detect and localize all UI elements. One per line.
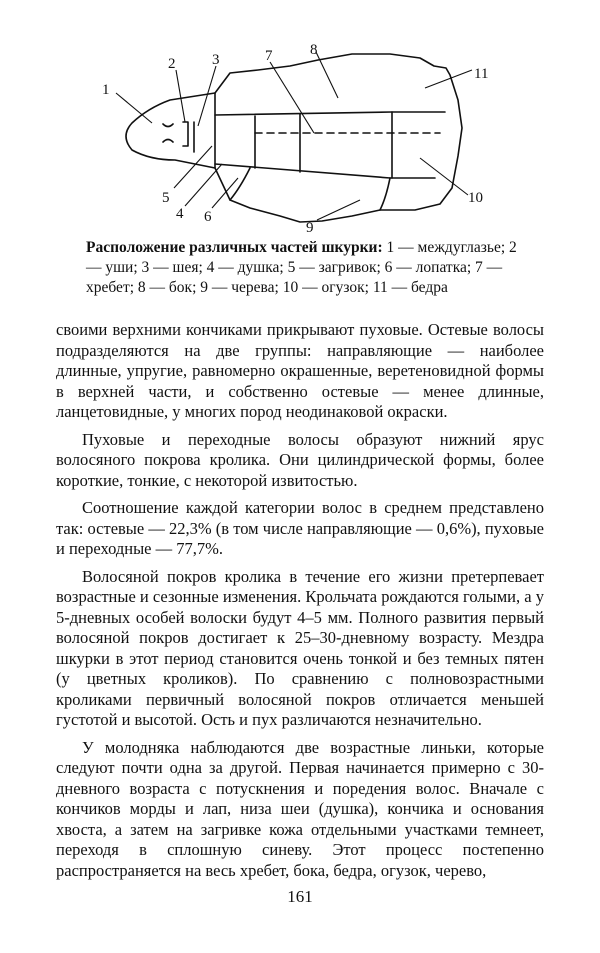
paragraph-5: У молодняка наблюдаются две возрастные линьки, которые следуют почти одна за другой. Первая начинается примерно с 30-дневного возраста с потускнения и поредения волос. Вначале с кончиков морды и лап, низа шеи (душка), кончика и основания хвоста, а затем на загривке кожа отдельными участками темнеет, переходя в сплошную синеву. Этот процесс постепенно распространяется на весь хребет, бока, бедра, огузок, черево, [56, 737, 544, 880]
figure-label-8: 8 [310, 42, 318, 58]
figure-label-7: 7 [265, 48, 273, 64]
figure-label-11: 11 [474, 66, 489, 82]
paragraph-3: Соотношение каждой категории волос в среднем представлено так: остевые — 22,3% (в том числе направляющие — 0,6%), пуховые и переходные — 77,7%. [56, 498, 544, 558]
leader-line-10 [420, 158, 468, 195]
eye-mark-upper [163, 124, 173, 127]
figure-label-2: 2 [168, 56, 176, 72]
ear-bracket [183, 122, 188, 146]
figure-label-6: 6 [204, 209, 212, 225]
leader-line-9 [317, 200, 360, 220]
figure-caption [86, 238, 536, 298]
figure-label-3: 3 [212, 52, 220, 68]
inner-line-upper [215, 112, 392, 115]
leader-line-7 [270, 62, 314, 133]
leader-line-6 [212, 178, 238, 208]
page-number: 161 [287, 887, 313, 906]
paragraph-4: Волосяной покров кролика в течение его жизни претерпевает возрастные и сезонные изменения. Крольчата рождаются голыми, а у 5-дневных особей волоски будут 4–5 мм. Полного развития первый волосяной покров достигает к 25–30-дневному возрасту. Мездра шкурки в этот период становится очень тонкой и без темных пятен (у цветных кроликов). По сравнению с полновозрастными кроликами первичный волосяной покров отличается меньшей густотой и высотой. Ость и пух различаются незначительно. [56, 566, 544, 729]
paragraph-2: Пуховые и переходные волосы образуют нижний ярус волосяного покрова кролика. Они цилиндрической формы, более короткие, тонкие, с некоторой извитостью. [56, 429, 544, 490]
figure-label-10: 10 [468, 190, 483, 206]
caption-title: Расположение различных частей шкурки: [86, 239, 383, 256]
figure-label-9: 9 [306, 220, 314, 236]
figure-label-5: 5 [162, 190, 170, 206]
figure-label-1: 1 [102, 82, 110, 98]
rabbit-pelt-diagram [90, 38, 530, 238]
inner-line-lower [215, 164, 390, 178]
leader-line-2 [176, 70, 185, 122]
figure-label-4: 4 [176, 206, 184, 222]
eye-mark-lower [163, 140, 173, 143]
pelt-body-outline [215, 54, 462, 222]
body-text [56, 320, 544, 888]
paragraph-1: своими верхними кончиками прикрывают пуховые. Остевые волосы подразделяются на две группы: направляющие — наиболее длинные, упругие, равномерно окрашенные, веретеновидной формы в верхней части, и собственно остевые — менее длинные, ланцетовидные, у многих пород неодинаковой окраски. [56, 320, 544, 421]
side-curve-right [380, 178, 390, 210]
leader-line-1 [116, 93, 152, 123]
caption-text: 1 — междуглазье; 2 — уши; 3 — шея; 4 — душка; 5 — загривок; 6 — лопатка; 7 — хребет; 8 — бок; 9 — черева; 10 — огузок; 11 — бедра [86, 239, 517, 296]
